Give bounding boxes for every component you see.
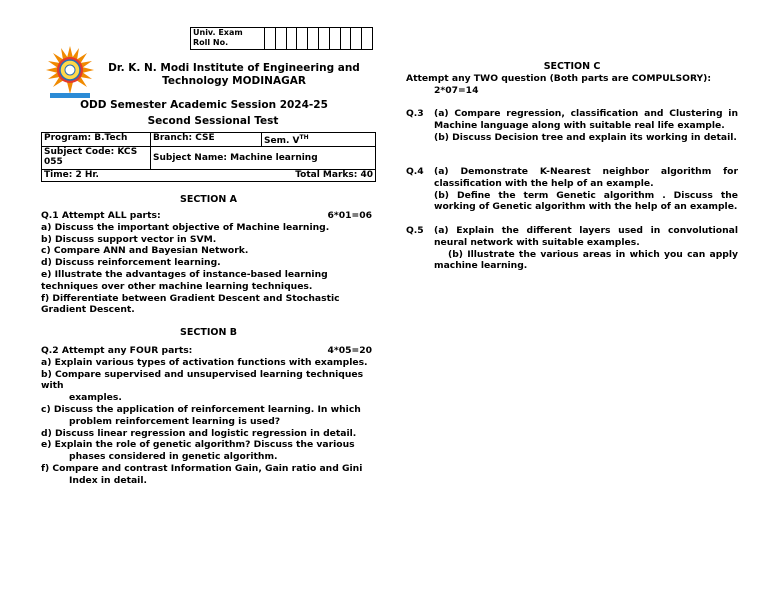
question-part-a: (a) Explain the different layers used in convolutional neural network with suitable examples.	[434, 225, 738, 248]
question-number: Q.5	[406, 225, 424, 236]
institute-name: Dr. K. N. Modi Institute of Engineering and Technology MODINAGAR	[108, 62, 360, 87]
question-part-a: (a) Compare regression, classification and Clustering in Machine language along with suitable real life example.	[434, 108, 738, 131]
institute-logo	[40, 44, 100, 100]
question-q5	[406, 225, 738, 272]
q2-part-continuation: Index in detail.	[69, 474, 147, 486]
q2-part-line: b) Compare supervised and unsupervised learning techniques with	[41, 368, 364, 392]
q1-label: Q.1 Attempt ALL parts:	[41, 210, 161, 221]
roll-cell	[341, 28, 352, 49]
q1-header	[41, 210, 372, 222]
subject-code-cell: Subject Code: KCS 055	[42, 147, 151, 170]
q1-part: d) Discuss reinforcement learning.	[41, 257, 221, 269]
q1-part: c) Compare ANN and Bayesian Network.	[41, 245, 249, 257]
section-b-body	[41, 345, 372, 487]
q2-part	[41, 404, 372, 428]
course-info-table	[41, 132, 376, 182]
q2-part-line: f) Compare and contrast Information Gain, Gain ratio and Gini	[41, 462, 363, 474]
question-q4	[406, 166, 738, 213]
time-text: Time: 2 Hr.	[44, 170, 99, 180]
q2-part	[41, 463, 372, 487]
q2-header	[41, 345, 372, 357]
time-marks-cell	[42, 170, 376, 182]
q2-part-line: e) Explain the role of genetic algorithm? Discuss the various	[41, 439, 355, 451]
section-a-heading: SECTION A	[179, 194, 237, 205]
q2-part	[41, 428, 372, 440]
question-part-a: (a) Demonstrate K-Nearest neighbor algorithm for classification with the help of an example.	[434, 166, 738, 189]
program-cell: Program: B.Tech	[42, 133, 151, 147]
q2-marks: 4*05=20	[327, 345, 372, 356]
q2-part-continuation: problem reinforcement learning is used?	[69, 415, 281, 427]
question-part-b: (b) Discuss Decision tree and explain its working in detail.	[434, 131, 737, 143]
question-part-b: (b) Illustrate the various areas in which you can apply machine learning.	[434, 248, 738, 272]
semester-cell	[262, 133, 376, 147]
total-marks-text: Total Marks: 40	[295, 170, 373, 180]
section-c-heading: SECTION C	[543, 61, 601, 72]
q2-part-continuation: phases considered in genetic algorithm.	[69, 451, 278, 463]
question-number: Q.4	[406, 166, 424, 177]
session-title: ODD Semester Academic Session 2024-25	[80, 99, 328, 111]
q2-label: Q.2 Attempt any FOUR parts:	[41, 345, 193, 356]
section-b-heading: SECTION B	[180, 327, 237, 338]
semester-text: Sem. V	[264, 136, 300, 146]
q1-part: e) Illustrate the advantages of instance-based learning techniques over other machine learning techniques.	[41, 268, 328, 292]
q1-part: f) Differentiate between Gradient Descent and Stochastic Gradient Descent.	[41, 292, 340, 316]
q2-part	[41, 439, 372, 463]
roll-cell	[362, 28, 372, 49]
section-c-instruction-block	[406, 73, 738, 97]
roll-cell	[308, 28, 319, 49]
roll-number-box	[190, 27, 373, 50]
roll-cell	[276, 28, 287, 49]
q2-part-continuation: examples.	[69, 392, 122, 404]
roll-cell	[265, 28, 276, 49]
q2-part	[41, 357, 372, 369]
semester-superscript: TH	[299, 134, 309, 141]
section-a-body	[41, 210, 372, 316]
q2-part-line: d) Discuss linear regression and logistic regression in detail.	[41, 427, 357, 439]
roll-number-label: Univ. Exam Roll No.	[191, 28, 265, 49]
section-c-instruction: Attempt any TWO question (Both parts are COMPULSORY):	[406, 73, 712, 84]
roll-cell	[319, 28, 330, 49]
roll-cell	[287, 28, 298, 49]
roll-cell	[297, 28, 308, 49]
question-part-b: (b) Define the term Genetic algorithm . Discuss the working of Genetic algorithm with the help of an example.	[434, 189, 738, 213]
test-title: Second Sessional Test	[147, 115, 279, 127]
q1-part: a) Discuss the important objective of Machine learning.	[41, 221, 330, 233]
q2-part-line: a) Explain various types of activation functions with examples.	[41, 356, 368, 368]
section-c-marks: 2*07=14	[434, 84, 479, 96]
branch-cell: Branch: CSE	[151, 133, 262, 147]
q1-marks: 6*01=06	[327, 210, 372, 221]
q1-part: b) Discuss support vector in SVM.	[41, 233, 217, 245]
q2-part-line: c) Discuss the application of reinforcement learning. In which	[41, 403, 361, 415]
question-q3	[406, 108, 738, 143]
q2-part	[41, 369, 372, 404]
question-number: Q.3	[406, 108, 424, 119]
roll-cell	[330, 28, 341, 49]
roll-cell	[351, 28, 362, 49]
subject-name-cell: Subject Name: Machine learning	[151, 147, 376, 170]
